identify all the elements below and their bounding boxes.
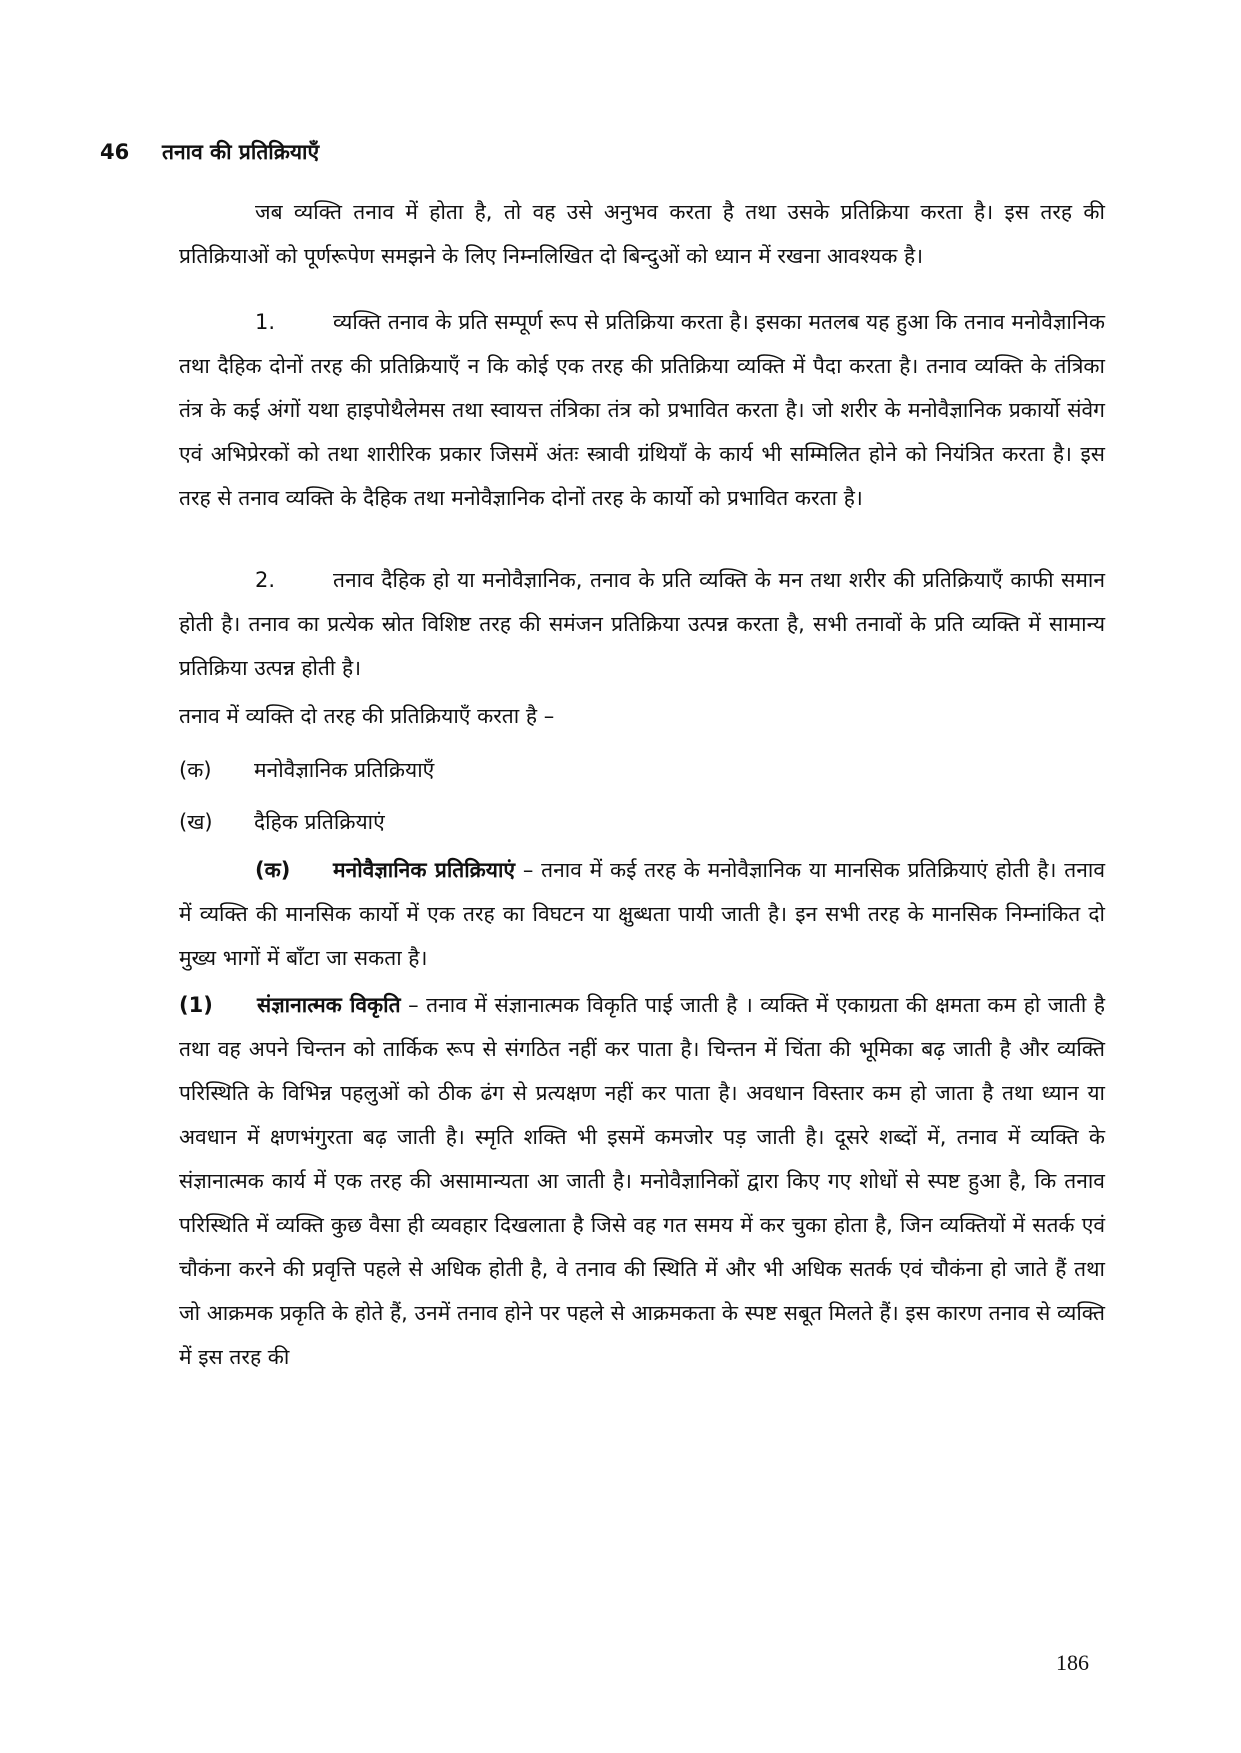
section-title: तनाव की प्रतिक्रियाएँ [162, 140, 320, 164]
section-1-text: – तनाव में संज्ञानात्मक विकृति पाई जाती है । व्यक्ति में एकाग्रता की क्षमता कम हो जाती है तथा वह अपने चिन्तन को तार्किक रूप से संगठित नहीं कर पाता है। चिन्तन में चिंता की भूमिका बढ़ जाती है और व्यक्ति परिस्थिति के विभिन्न पहलुओं को ठीक ढंग से प्रत्यक्षण नहीं कर पाता है। अवधान विस्तार कम हो जाता है तथा ध्यान या अवधान में क्षणभंगुरता बढ़ जाती है। स्मृति शक्ति भी इसमें कमजोर पड़ जाती है। दूसरे शब्दों में, तनाव में व्यक्ति के संज्ञानात्मक कार्य में एक तरह की असामान्यता आ जाती है। मनोवैज्ञानिकों द्वारा किए गए शोधों से स्पष्ट हुआ है, कि तनाव परिस्थिति में व्यक्ति कुछ वैसा ही व्यवहार दिखलाता है जिसे वह गत समय में कर चुका होता है, जिन व्यक्तियों में सतर्क एवं चौकंना करने की प्रवृत्ति पहले से अधिक होती है, वे तनाव की स्थिति में और भी अधिक सतर्क एवं चौकंना हो जाते हैं तथा जो आक्रमक प्रकृति के होते हैं, उनमें तनाव होने पर पहले से आक्रमकता के स्पष्ट सबूत मिलते हैं। इस कारण तनाव से व्यक्ति में इस तरह की [179, 993, 1105, 1369]
section-1-title: संज्ञानात्मक विकृति [257, 993, 401, 1017]
point-1-paragraph [179, 300, 1105, 520]
section-a-paragraph [179, 848, 1105, 980]
point-2-marker: 2. [255, 568, 276, 592]
section-1-marker: (1) [179, 993, 213, 1017]
section-a-title: मनोवैज्ञानिक प्रतिक्रियाएं [333, 858, 516, 882]
type-item-a [179, 756, 434, 784]
type-item-a-label: (क) [179, 758, 212, 782]
section-number: 46 [100, 140, 130, 164]
section-a-text: – तनाव में कई तरह के मनोवैज्ञानिक या मानसिक प्रतिक्रियाएं होती है। तनाव में व्यक्ति की मानसिक कार्यो में एक तरह का विघटन या क्षुब्धता पायी जाती है। इन सभी तरह के मानसिक निम्नांकित दो मुख्य भागों में बाँटा जा सकता है। [179, 858, 1105, 970]
section-1-paragraph [179, 983, 1105, 1379]
point-2-text: तनाव दैहिक हो या मनोवैज्ञानिक, तनाव के प्रति व्यक्ति के मन तथा शरीर की प्रतिक्रियाएँ काफी समान होती है। तनाव का प्रत्येक स्रोत विशिष्ट तरह की समंजन प्रतिक्रिया उत्पन्न करता है, सभी तनावों के प्रति व्यक्ति में सामान्य प्रतिक्रिया उत्पन्न होती है। [179, 568, 1105, 680]
type-item-b-text: दैहिक प्रतिक्रियाएं [254, 810, 385, 834]
intro-paragraph: जब व्यक्ति तनाव में होता है, तो वह उसे अनुभव करता है तथा उसके प्रतिक्रिया करता है। इस तरह की प्रतिक्रियाओं को पूर्णरूपेण समझने के लिए निम्नलिखित दो बिन्दुओं को ध्यान में रखना आवश्यक है। [179, 200, 1105, 268]
point-1-text: व्यक्ति तनाव के प्रति सम्पूर्ण रूप से प्रतिक्रिया करता है। इसका मतलब यह हुआ कि तनाव मनोवैज्ञानिक तथा दैहिक दोनों तरह की प्रतिक्रियाएँ न कि कोई एक तरह की प्रतिक्रिया व्यक्ति में पैदा करता है। तनाव व्यक्ति के तंत्रिका तंत्र के कई अंगों यथा हाइपोथैलेमस तथा स्वायत्त तंत्रिका तंत्र को प्रभावित करता है। जो शरीर के मनोवैज्ञानिक प्रकार्यो संवेग एवं अभिप्रेरकों को तथा शारीरिक प्रकार जिसमें अंतः स्त्रावी ग्रंथियाँ के कार्य भी सम्मिलित होने को नियंत्रित करता है। इस तरह से तनाव व्यक्ति के दैहिक तथा मनोवैज्ञानिक दोनों तरह के कार्यो को प्रभावित करता है। [179, 310, 1105, 510]
page-number: 186 [1056, 1650, 1089, 1675]
type-item-a-text: मनोवैज्ञानिक प्रतिक्रियाएँ [254, 758, 435, 782]
point-1-marker: 1. [255, 310, 276, 334]
type-item-b [179, 808, 385, 836]
type-item-b-label: (ख) [179, 810, 213, 834]
section-a-marker: (क) [255, 858, 291, 882]
section-heading [100, 138, 319, 166]
types-intro: तनाव में व्यक्ति दो तरह की प्रतिक्रियाएँ करता है – [179, 704, 555, 728]
point-2-paragraph [179, 558, 1105, 690]
